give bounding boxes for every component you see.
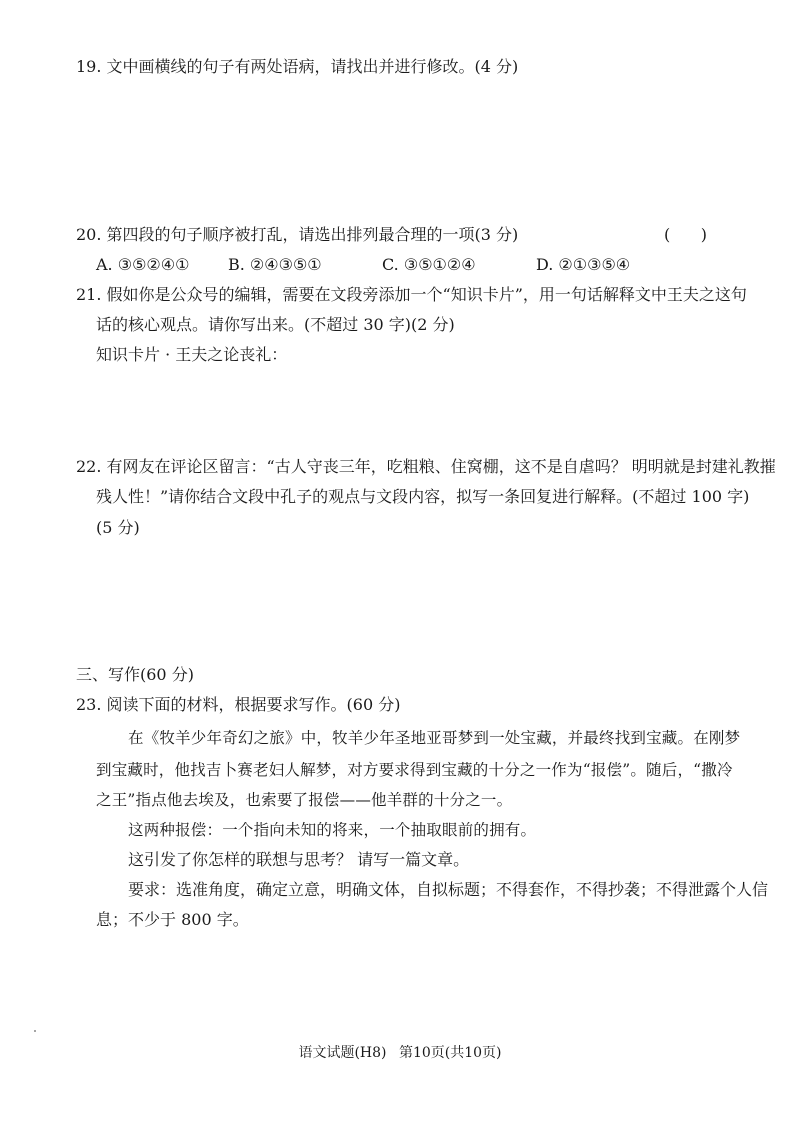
question-22-line-1: 22. 有网友在评论区留言：“古人守丧三年，吃粗粮、住窝棚，这不是自虐吗？ 明明就是封建礼教摧 [76, 457, 776, 476]
requirement-line-1: 要求：选准角度，确定立意，明确文体，自拟标题；不得套作，不得抄袭；不得泄露个人信 [128, 880, 769, 899]
page-footer [0, 1043, 800, 1063]
option-a: A. ③⑤②④① [96, 255, 190, 274]
section-heading-writing: 三、写作(60 分) [76, 665, 194, 684]
requirement-line-2: 息；不少于 800 字。 [96, 910, 249, 929]
material-line-3: 之王”指点他去埃及，也索要了报偿——他羊群的十分之一。 [96, 791, 513, 809]
option-c: C. ③⑤①②④ [382, 255, 476, 274]
material-line-2: 到宝藏时，他找吉卜赛老妇人解梦，对方要求得到宝藏的十分之一作为“报偿”。随后，“撒冷 [96, 761, 733, 779]
question-20: 20. 第四段的句子顺序被打乱，请选出排列最合理的一项(3 分) [76, 225, 519, 244]
material-line-4: 这两种报偿：一个指向未知的将来，一个抽取眼前的拥有。 [128, 821, 537, 839]
scan-speck [34, 1030, 36, 1032]
question-21-line-2: 话的核心观点。请你写出来。(不超过 30 字)(2 分) [96, 315, 455, 334]
question-22-line-3: (5 分) [96, 518, 140, 537]
knowledge-card-label: 知识卡片 · 王夫之论丧礼： [96, 345, 288, 364]
footer-page-number: 第10页(共10页) [398, 1045, 502, 1061]
writing-question: 这引发了你怎样的联想与思考？ 请写一篇文章。 [128, 850, 470, 869]
question-21-line-1: 21. 假如你是公众号的编辑，需要在文段旁添加一个“知识卡片”，用一句话解释文中王夫之这句 [76, 285, 747, 304]
material-line-1: 在《牧羊少年奇幻之旅》中，牧羊少年圣地亚哥梦到一处宝藏，并最终找到宝藏。在刚梦 [128, 729, 741, 747]
question-22-line-2: 残人性！”请你结合文段中孔子的观点与文段内容，拟写一条回复进行解释。(不超过 100 字) [96, 487, 750, 506]
option-d: D. ②①③⑤④ [536, 255, 631, 274]
answer-bracket: ( ) [664, 225, 707, 244]
question-19: 19. 文中画横线的句子有两处语病，请找出并进行修改。(4 分) [76, 57, 519, 76]
footer-subject: 语文试题(H8) [298, 1045, 387, 1061]
option-b: B. ②④③⑤① [228, 255, 322, 274]
question-23-prompt: 23. 阅读下面的材料，根据要求写作。(60 分) [76, 695, 401, 714]
